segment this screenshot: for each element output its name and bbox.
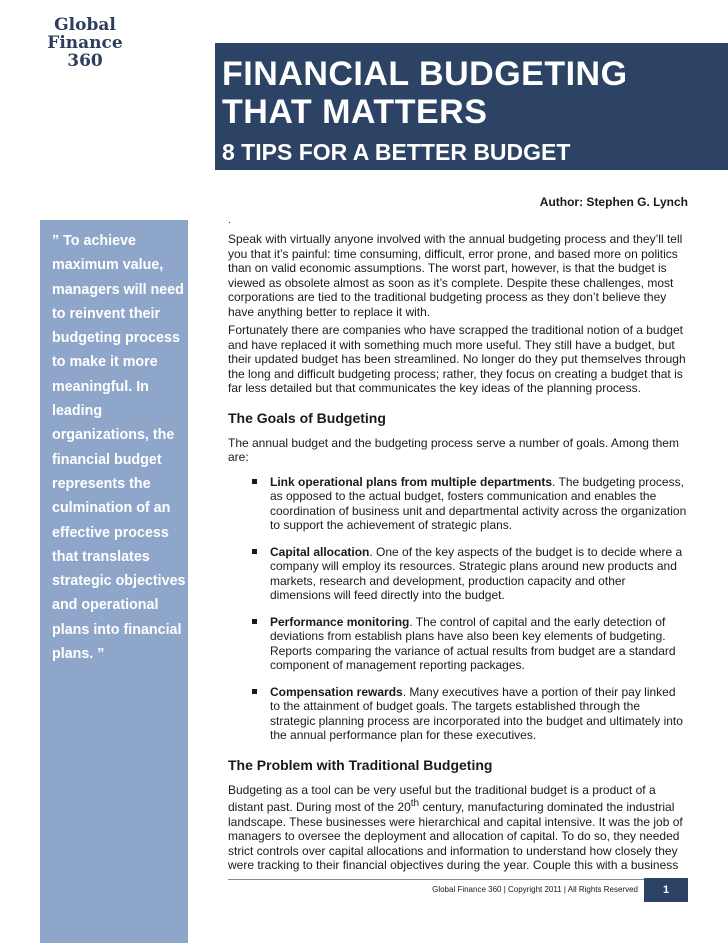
bullet-icon (252, 689, 257, 694)
goals-list (228, 475, 688, 743)
goals-intro: The annual budget and the budgeting process serve a number of goals. Among them are: (228, 435, 679, 464)
list-item (228, 685, 688, 743)
problem-paragraph (228, 783, 688, 873)
footer-divider (228, 879, 688, 880)
goals-heading: The Goals of Budgeting (228, 409, 386, 426)
goal-lead: Link operational plans from multiple departments (270, 474, 553, 489)
bullet-icon (252, 549, 257, 554)
logo-line-2: Finance (47, 33, 123, 53)
goal-lead: Compensation rewards (270, 684, 403, 699)
intro-paragraph-1: Speak with virtually anyone involved with the annual budgeting process and they’ll tell you that it’s painful: time consuming, difficult, error prone, and based more on politics than on valid economic assumptions. The worst part, however, is that the budget is viewed as obsolete almost as soon as it’s complete. Despite these challenges, most corporations are tied to the traditional budgeting process as they don’t believe they have anything better to replace it with. (228, 232, 683, 319)
document-title (222, 55, 628, 131)
goal-text: . The budgeting process, as opposed to the actual budget, fosters communication and enables the coordination of business unit and departmental activity across the organization to support the achievement of strategic plans. (270, 474, 687, 532)
title-line-1: FINANCIAL BUDGETING (222, 55, 628, 93)
page-number: 1 (644, 878, 688, 902)
title-line-2: THAT MATTERS (222, 93, 488, 131)
paragraph-marker: . (228, 215, 231, 226)
list-item (228, 475, 688, 533)
goal-lead: Capital allocation (270, 544, 370, 559)
bullet-icon (252, 479, 257, 484)
list-item (228, 545, 688, 603)
sidebar-quote: ” To achieve maximum value, managers will need to reinvent their budgeting process to make it more meaningful. In leading organizations, the financial budget represents the culmination of an effective process that translates strategic objectives and operational plans into financial plans. ” (52, 233, 186, 663)
problem-text-b: century, manufacturing dominated the industrial landscape. These businesses were hierarchical and capital intensive. It was the job of managers to oversee the deployment and allocation of capital. To do so, they needed strict controls over capital allocations and information to understand how closely they were tracking to their financial objectives during the year. Couple this with a business (228, 800, 683, 872)
main-content (228, 216, 688, 877)
goal-text: . The control of capital and the early detection of deviations from establish plans have also been key elements of budgeting. Reports comparing the variance of actual results from budget are a standard component of management reporting packages. (270, 614, 676, 672)
problem-text-a: Budgeting as a tool can be very useful but the traditional budget is a product of a distant past. During most of the 20 (228, 782, 656, 814)
goal-text: . One of the key aspects of the budget is to decide where a company will employ its resources. Strategic plans around new products and markets, research and development, production capacity and other dimensions will feed directly into the budget. (270, 544, 683, 602)
problem-heading: The Problem with Traditional Budgeting (228, 756, 493, 773)
logo-line-3: 360 (67, 51, 103, 71)
goal-lead: Performance monitoring (270, 614, 410, 629)
intro-paragraph-2: Fortunately there are companies who have scrapped the traditional notion of a budget and have replaced it with something much more useful. They still have a budget, but their updated budget has been streamlined. No longer do they put themselves through the long and difficult budgeting process; rather, they focus on creating a budget that is far less detailed but that communicates the key ideas of the planning process. (228, 323, 686, 395)
logo (40, 16, 130, 70)
ordinal-suffix: th (410, 798, 420, 809)
goal-text: . Many executives have a portion of their pay linked to the attainment of budget goals. The targets established through the strategic planning process are incorporated into the budget and ultimately into the annual performance plan for these executives. (270, 684, 683, 742)
list-item (228, 615, 688, 673)
document-subtitle: 8 TIPS FOR A BETTER BUDGET (222, 139, 571, 165)
logo-line-1: Global (54, 15, 116, 35)
author-line: Author: Stephen G. Lynch (539, 195, 688, 209)
bullet-icon (252, 619, 257, 624)
footer-copyright: Global Finance 360 | Copyright 2011 | All Rights Reserved (432, 885, 638, 894)
